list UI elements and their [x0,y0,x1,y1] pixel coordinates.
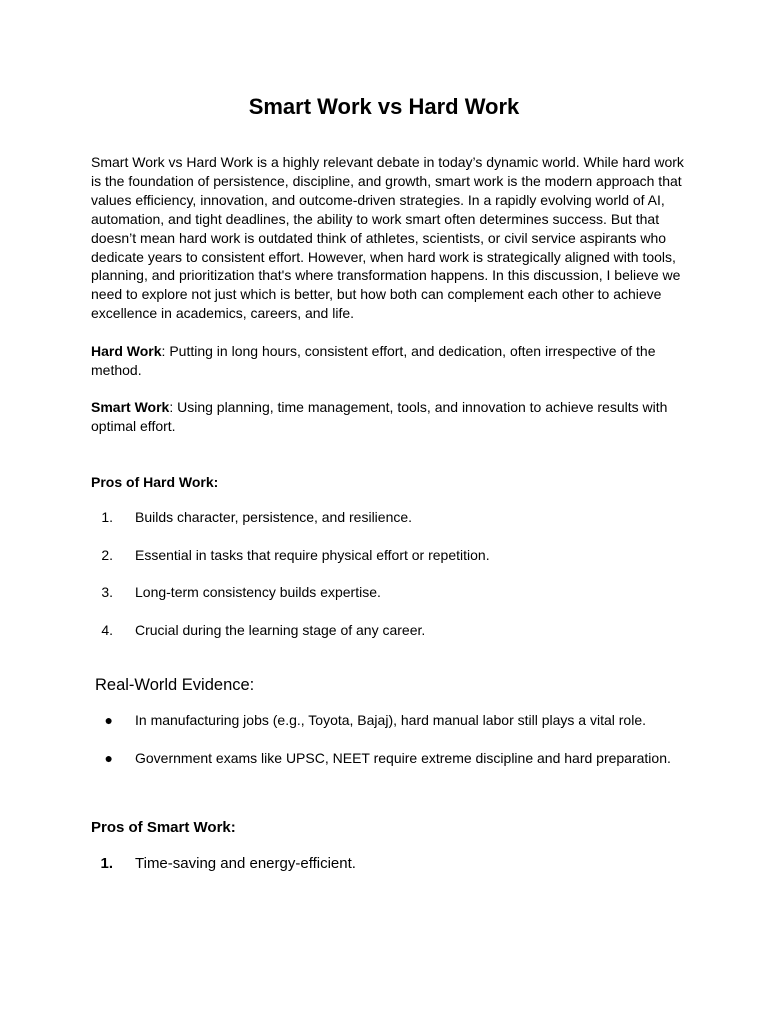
list-number: 2. [101,546,113,563]
list-number: 3. [101,584,113,600]
hard-work-definition [91,342,691,380]
list-item [91,748,768,768]
list-item-text: Government exams like UPSC, NEET require extreme discipline and hard preparation. [135,750,671,766]
list-item [91,710,768,730]
list-item-text: Builds character, persistence, and resilience. [135,509,413,525]
pros-hard-work-heading: Pros of Hard Work: [91,474,219,490]
hard-work-term: Hard Work [91,343,162,359]
list-number: 4. [101,621,113,638]
list-number: 1. [100,855,113,872]
real-world-evidence-heading: Real-World Evidence: [95,676,255,694]
list-item [91,854,768,874]
list-item-text: Essential in tasks that require physical effort or repetition. [135,546,490,563]
list-number: 1. [101,509,113,525]
intro-paragraph: Smart Work vs Hard Work is a highly relevant debate in today’s dynamic world. While hard work is the foundation of persistence, discipline, and growth, smart work is the modern approach that values efficiency, innovation, and outcome-driven strategies. In a rapidly evolving world of AI, automation, and tight deadlines, the ability to work smart often determines success. But that doesn’t mean hard work is outdated think of athletes, scientists, or civil service aspirants who dedicate years to consistent effort. However, when hard work is strategically aligned with tools, planning, and prioritization that's where transformation happens. In this discussion, I believe we need to explore not just which is better, but how both can complement each other to achieve excellence in academics, careers, and life. [91,154,684,322]
document-title: Smart Work vs Hard Work [248,94,520,119]
list-item [91,507,768,527]
list-item-text: Long-term consistency builds expertise. [135,584,381,600]
bullet-icon: ● [104,750,113,766]
list-item-text: Time-saving and energy-efficient. [135,855,356,872]
list-item [91,545,768,565]
pros-smart-work-heading: Pros of Smart Work: [91,819,236,836]
list-item-text: Crucial during the learning stage of any career. [135,621,426,638]
list-item [91,582,768,602]
list-item [91,620,768,640]
smart-work-term: Smart Work [91,399,170,415]
smart-work-definition-text: : Using planning, time management, tools, and innovation to achieve results with optimal effort. [91,399,668,434]
hard-work-definition-text: : Putting in long hours, consistent effort, and dedication, often irrespective of the method. [91,343,656,378]
list-item-text: In manufacturing jobs (e.g., Toyota, Bajaj), hard manual labor still plays a vital role. [135,712,646,728]
bullet-icon: ● [104,712,113,728]
smart-work-definition [91,398,691,436]
